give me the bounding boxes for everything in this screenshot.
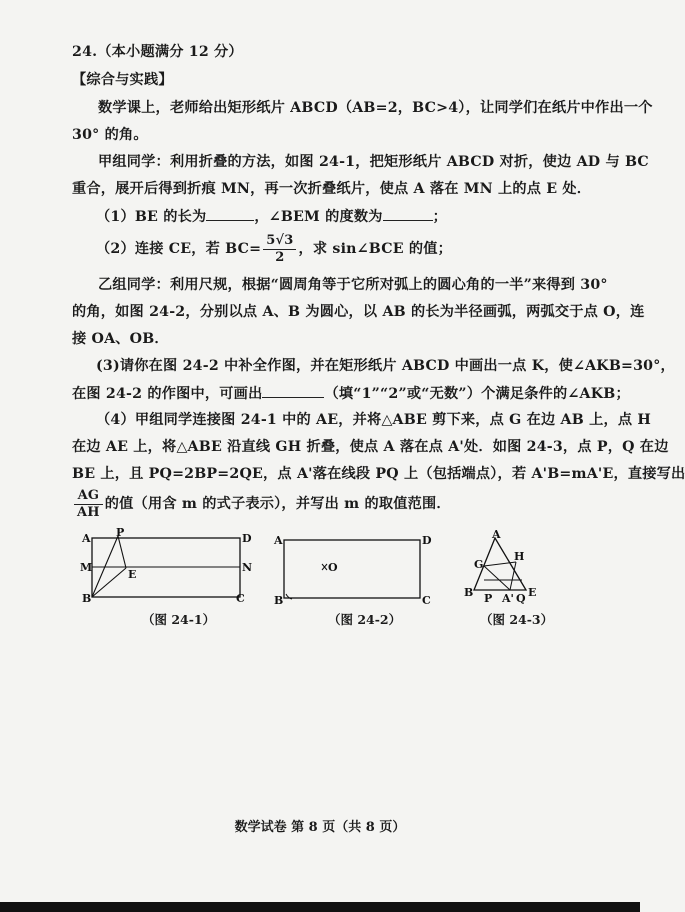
page-footer: 数学试卷 第 8 页（共 8 页）	[234, 820, 406, 835]
fig2-caption: （图 24-2）	[328, 612, 402, 627]
q1-blank-1[interactable]	[206, 206, 254, 221]
q3-text-a: 在图 24-2 的作图中，可画出	[72, 386, 263, 402]
group-a-line-2: 重合，展开后得到折痕 MN，再一次折叠纸片，使点 A 落在 MN 上的点 E 处．	[72, 181, 592, 197]
q1-text-c: ；	[432, 209, 448, 225]
intro-line-2: 30° 的角。	[72, 127, 148, 143]
q2-line	[96, 232, 452, 266]
q4-line-1: （4）甲组同学连接图 24-1 中的 AE，并将△ABE 剪下来，点 G 在边 AB 上，点 H	[96, 412, 651, 428]
q4-numerator: AG	[74, 488, 103, 505]
q1-line	[96, 206, 447, 227]
fig1-label-b: B	[82, 592, 92, 605]
q4-line-3: BE 上，且 PQ=2BP=2QE，点 A'落在线段 PQ 上（包括端点），若 A'B=mA'E，直接写出	[72, 466, 685, 482]
fig2-label-a: A	[274, 534, 283, 547]
q2-text-b: ，求 sin∠BCE 的值；	[298, 241, 453, 257]
fig3-label-p: P	[484, 592, 493, 605]
fig1-label-a: A	[82, 532, 91, 545]
group-b-line-2: 的角，如图 24-2，分别以点 A、B 为圆心，以 AB 的长为半径画弧，两弧交于点 O，连	[72, 304, 645, 320]
fig3-label-b: B	[464, 586, 474, 599]
q3-blank[interactable]	[262, 383, 324, 398]
fig3-label-q: Q	[516, 592, 526, 605]
q1-blank-2[interactable]	[383, 206, 433, 221]
q2-denominator: 2	[275, 249, 285, 265]
fig3-ha	[510, 562, 516, 590]
fig1-label-m: M	[80, 561, 93, 574]
group-b-line-3: 接 OA、OB．	[72, 331, 169, 347]
group-b-line-1: 乙组同学：利用尺规，根据“圆周角等于它所对弧上的圆心角的一半”来得到 30°	[98, 277, 608, 293]
question-header: 24.（本小题满分 12 分）	[72, 44, 243, 60]
fig1-label-p: P	[116, 526, 125, 539]
intro-line-1: 数学课上，老师给出矩形纸片 ABCD（AB=2，BC>4），让同学们在纸片中作出一个	[98, 100, 653, 116]
q4-line-2: 在边 AE 上，将△ABE 沿直线 GH 折叠，使点 A 落在点 A'处．如图 24-3，点 P，Q 在边	[72, 439, 669, 455]
fig1-label-n: N	[242, 561, 253, 574]
q2-text-a: （2）连接 CE，若 BC=	[96, 241, 262, 257]
q1-text-a: （1）BE 的长为	[96, 209, 207, 225]
q3-line-2	[72, 383, 630, 404]
q3-line-1: (3)请你在图 24-2 中补全作图，并在矩形纸片 ABCD 中画出一点 K，使∠AKB=30°，	[96, 358, 675, 374]
figure-24-1	[78, 526, 253, 606]
fig2-label-b: B	[274, 594, 284, 607]
fig1-caption: （图 24-1）	[142, 612, 216, 627]
fig3-label-a: A	[492, 528, 501, 541]
fig1-label-c: C	[236, 592, 245, 605]
q4-text: 的值（用含 m 的式子表示），并写出 m 的取值范围．	[104, 496, 451, 512]
fig1-label-e: E	[128, 568, 137, 581]
fig3-label-a-prime: A'	[502, 592, 514, 605]
figure-24-2	[270, 528, 438, 606]
fig2-label-c: C	[422, 594, 431, 607]
fig3-label-h: H	[514, 550, 525, 563]
q4-fraction	[74, 488, 103, 521]
fig3-ga	[484, 566, 510, 590]
fig2-arc-mark	[322, 564, 327, 570]
fig1-pe	[118, 536, 126, 568]
bottom-edge	[0, 902, 640, 912]
group-a-line-1: 甲组同学：利用折叠的方法，如图 24-1，把矩形纸片 ABCD 对折，使边 AD 与 BC	[98, 154, 649, 170]
q2-fraction	[263, 233, 296, 266]
fig3-label-g: G	[474, 558, 484, 571]
fig2-label-o: O	[328, 561, 338, 574]
fig2-label-d: D	[422, 534, 432, 547]
fig1-be	[92, 568, 126, 597]
q4-line-4	[72, 486, 451, 522]
fig3-caption: （图 24-3）	[480, 612, 554, 627]
q2-numerator: 5√3	[263, 233, 296, 250]
fig1-label-d: D	[242, 532, 252, 545]
section-title: 【综合与实践】	[72, 72, 173, 88]
q4-denominator: AH	[77, 504, 100, 520]
q3-text-b: （填“1”“2”或“无数”）个满足条件的∠AKB；	[324, 386, 630, 402]
fig3-label-e: E	[528, 586, 537, 599]
fig2-rectangle	[284, 540, 420, 598]
figure-24-3	[462, 528, 548, 606]
q1-text-b: ，∠BEM 的度数为	[254, 209, 383, 225]
